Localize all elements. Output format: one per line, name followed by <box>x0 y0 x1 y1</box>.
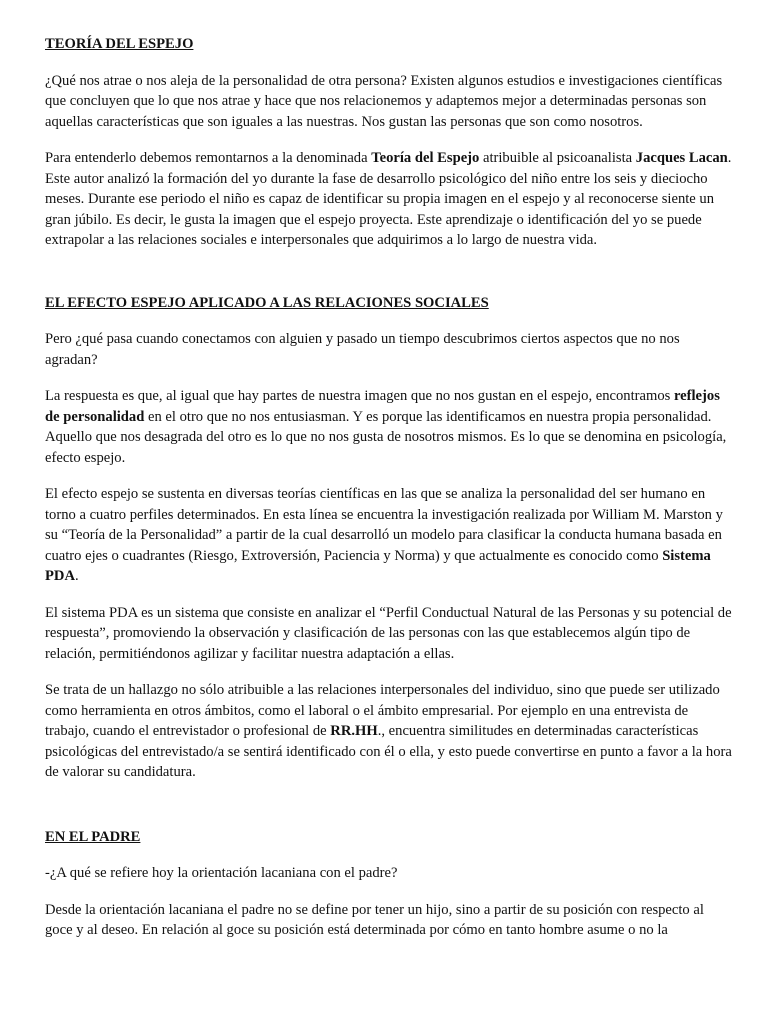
bold-term-reflejos: reflejos de personalidad <box>45 388 720 425</box>
paragraph-pda: El sistema PDA es un sistema que consiste en analizar el “Perfil Conductual Natural de las Personas y su potencial de respuesta”, promoviendo la observación y clasificación de las personas con las que establecemos algún tipo de relación, permitiéndonos agilizar y facilitar nuestra adaptación a ellas. <box>45 604 732 662</box>
text-run: ., encuentra similitudes en determinadas características psicológicas del entrevistado/a se sentirá identificado con él o ella, y esto puede convertirse en punto a favor a la hora de valorar su candidatura. <box>45 723 732 780</box>
bold-term-rrhh: RR.HH <box>330 723 378 739</box>
text-run: atribuible al psicoanalista <box>479 150 636 166</box>
section-heading-efecto-espejo: EL EFECTO ESPEJO APLICADO A LAS RELACIONES SOCIALES <box>45 294 489 311</box>
paragraph-question: Pero ¿qué pasa cuando conectamos con alguien y pasado un tiempo descubrimos ciertos aspectos que no nos agradan? <box>45 331 680 368</box>
bold-term-sistema-pda: Sistema PDA <box>45 547 711 584</box>
text-run: Se trata de un hallazgo no sólo atribuible a las relaciones interpersonales del individuo, sino que puede ser utilizado como herramienta en otros ámbitos, como el laboral o el ámbito empresarial. Por ejemplo en una entrevista de trabajo, cuando el entrevistador o profesional de <box>45 682 720 739</box>
section-heading-teoria-del-espejo: TEORÍA DEL ESPEJO <box>45 36 194 52</box>
text-run: La respuesta es que, al igual que hay partes de nuestra imagen que no nos gustan en el espejo, encontramos <box>45 388 674 404</box>
text-run: . <box>75 568 79 584</box>
paragraph-respuesta <box>45 386 735 468</box>
paragraph-hallazgo <box>45 680 735 783</box>
bold-term-teoria-espejo: Teoría del Espejo <box>371 150 480 166</box>
section-heading-en-el-padre: EN EL PADRE <box>45 828 141 845</box>
paragraph-padre: Desde la orientación lacaniana el padre no se define por tener un hijo, sino a partir de su posición con respecto al goce y al deseo. En relación al goce su posición está determinada por cómo en tanto hombre asume o no la <box>45 901 704 938</box>
document-page <box>45 34 735 957</box>
paragraph-padre-question: -¿A qué se refiere hoy la orientación lacaniana con el padre? <box>45 865 398 881</box>
text-run: El efecto espejo se sustenta en diversas teorías científicas en las que se analiza la personalidad del ser humano en torno a cuatro perfiles determinados. En esta línea se encuentra la investigación realizada por William M. Marston y su “Teoría de la Personalidad” a partir de la cual desarrolló un modelo para clasificar la conducta humana basada en cuatro ejes o cuadrantes (Riesgo, Extroversión, Paciencia y Norma) y que actualmente es conocido como <box>45 486 723 564</box>
text-run: . Este autor analizó la formación del yo durante la fase de desarrollo psicológico del niño entre los seis y dieciocho meses. Durante ese periodo el niño es capaz de identificar su propia imagen en el espejo y al reconocerse siente un gran júbilo. Es decir, le gusta la imagen que el espejo proyecta. Este aprendizaje o identificación del yo se puede extrapolar a las relaciones sociales e interpersonales que adquirimos a lo largo de nuestra vida. <box>45 150 732 248</box>
paragraph-marston <box>45 484 735 587</box>
text-run: en el otro que no nos entusiasman. Y es porque las identificamos en nuestra propia personalidad. Aquello que nos desagrada del otro es lo que no nos gusta de nosotros mismos. Es lo que se denomina en psicología, efecto espejo. <box>45 408 727 466</box>
paragraph-lacan <box>45 148 735 251</box>
text-run: Para entenderlo debemos remontarnos a la denominada <box>45 150 372 166</box>
paragraph-intro: ¿Qué nos atrae o nos aleja de la personalidad de otra persona? Existen algunos estudios e investigaciones científicas que concluyen que lo que nos atrae y hace que nos relacionemos y adaptemos mejor a determinadas personas son aquellas características que son iguales a las nuestras. Nos gustan las personas que son como nosotros. <box>45 72 723 130</box>
bold-term-jacques-lacan: Jacques Lacan <box>635 150 728 166</box>
